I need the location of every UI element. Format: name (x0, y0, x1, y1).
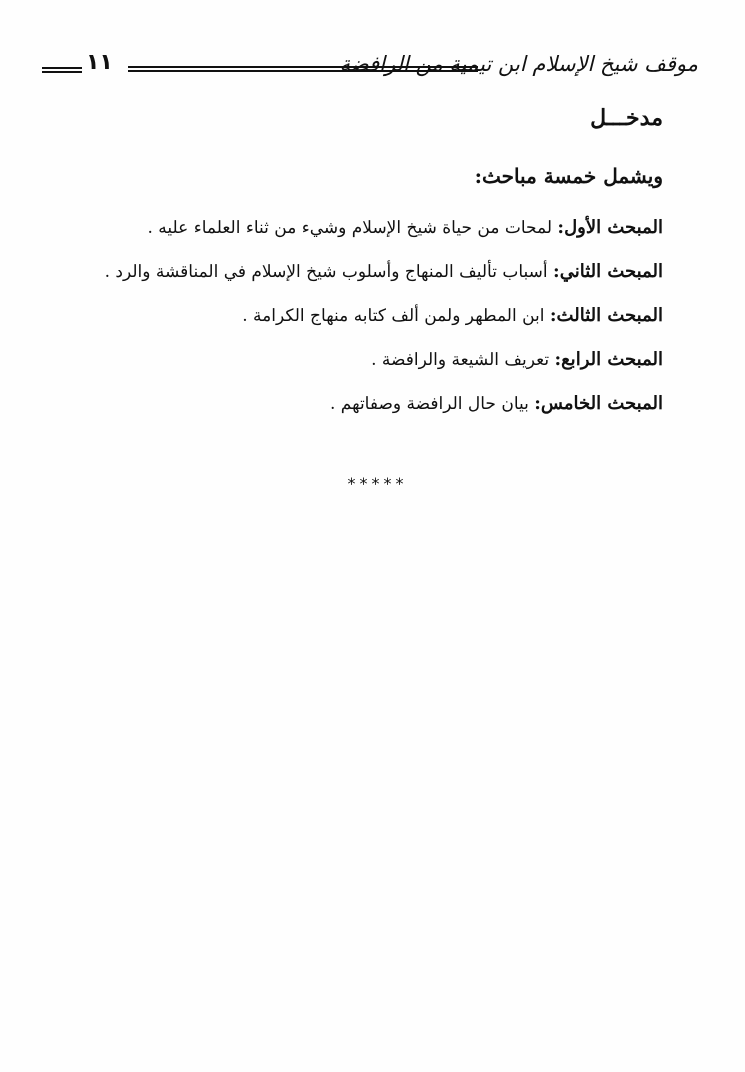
topic-text: لمحات من حياة شيخ الإسلام وشيء من ثناء العلماء عليه . (147, 218, 558, 238)
topic-item (63, 206, 663, 250)
topic-text: بيان حال الرافضة وصفاتهم . (329, 394, 535, 414)
section-title: مدخـــل (590, 105, 663, 131)
topic-text: تعريف الشيعة والرافضة . (371, 350, 555, 370)
topic-item (63, 338, 663, 382)
page-number: ١١ (86, 50, 113, 75)
topics-list (63, 206, 663, 426)
topic-text: أسباب تأليف المنهاج وأسلوب شيخ الإسلام في المناقشة والرد . (104, 262, 554, 282)
topic-label: المبحث الخامس: (534, 393, 663, 414)
section-separator: ***** (347, 474, 408, 493)
page-body (63, 100, 663, 426)
page-number-rule (42, 67, 82, 73)
header-rule (128, 66, 478, 72)
page-header (40, 52, 698, 92)
topic-item (63, 382, 663, 426)
topic-label: المبحث الأول: (557, 217, 663, 238)
topic-label: المبحث الثاني: (553, 261, 663, 282)
topic-text: ابن المطهر ولمن ألف كتابه منهاج الكرامة . (242, 306, 550, 326)
running-title: موقف شيخ الإسلام ابن تيمية من الرافضة (339, 52, 698, 76)
section-intro: ويشمل خمسة مباحث: (474, 164, 663, 188)
topic-item (63, 250, 663, 294)
topic-label: المبحث الثالث: (549, 305, 663, 326)
topic-label: المبحث الرابع: (554, 349, 663, 370)
topic-item (63, 294, 663, 338)
